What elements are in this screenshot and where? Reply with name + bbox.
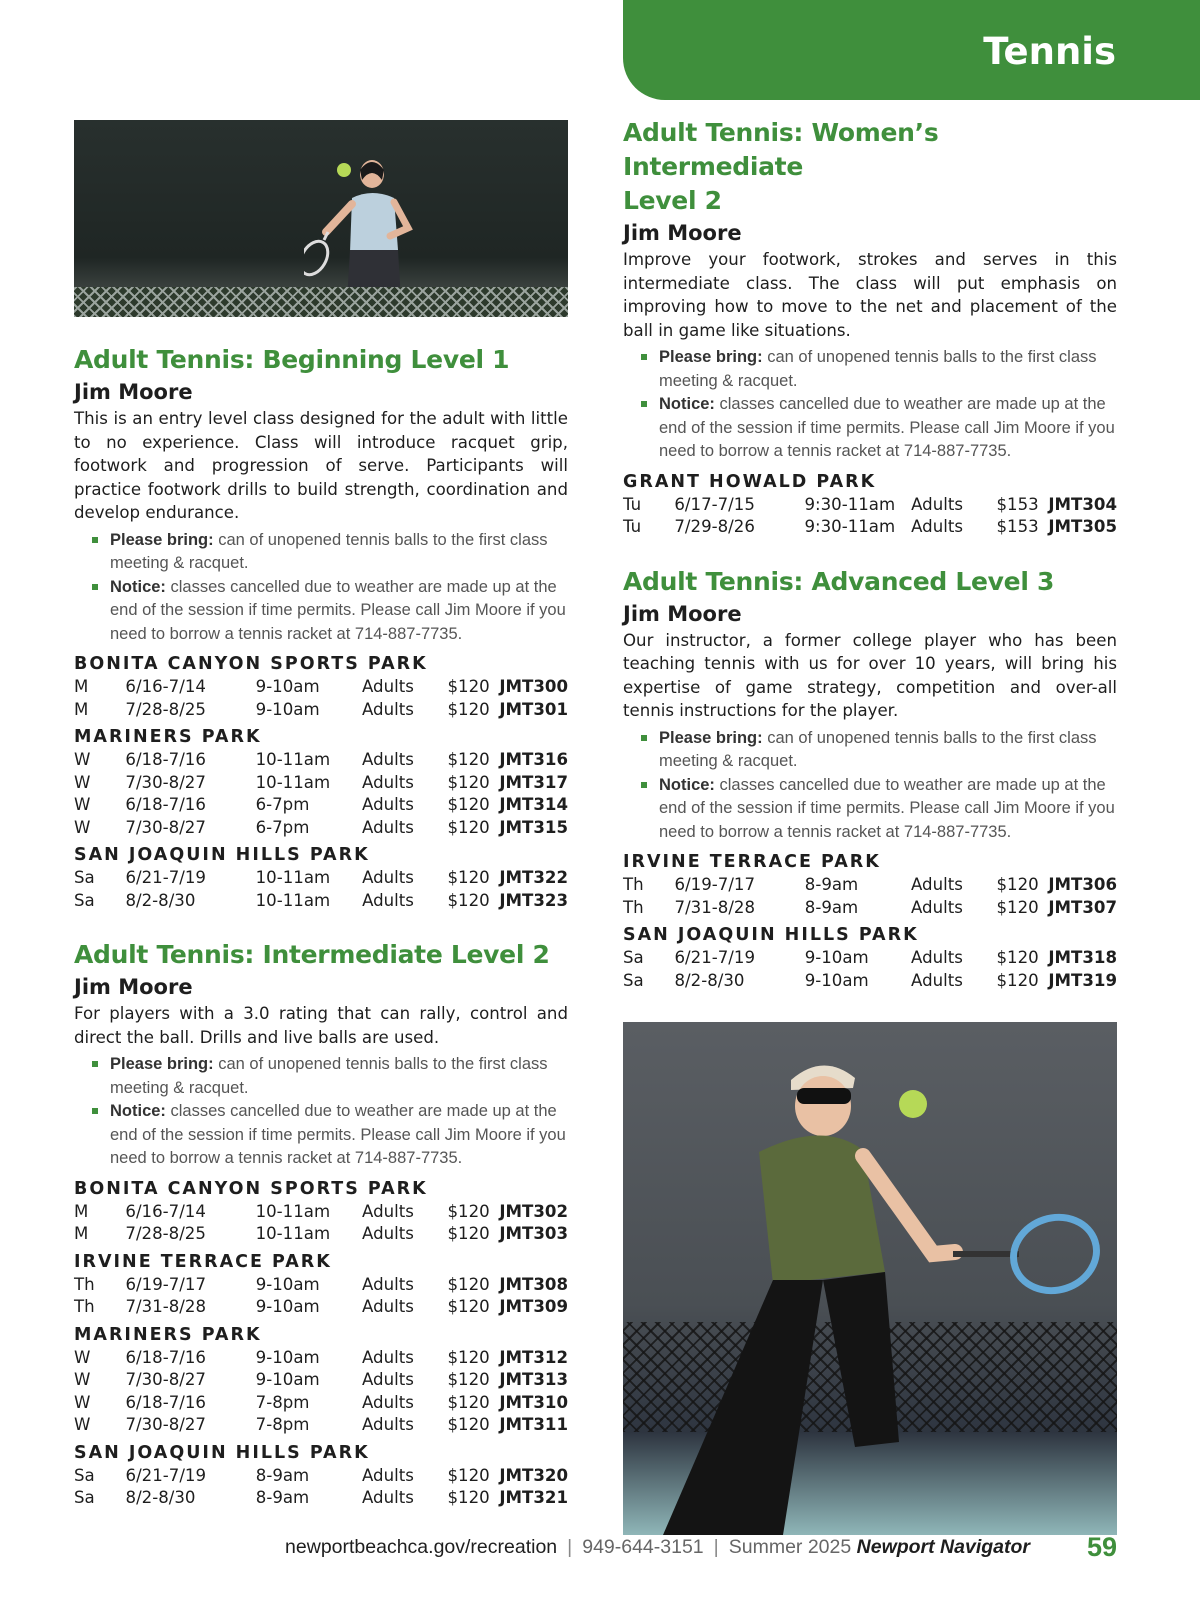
dates-cell: 6/18-7/16 [125, 795, 206, 814]
schedule-row [74, 1369, 568, 1392]
course-code: JMT313 [499, 1370, 568, 1389]
time-cell: 9-10am [255, 677, 320, 696]
section-title: Tennis [983, 30, 1116, 73]
course-title: Adult Tennis: Intermediate Level 2 [74, 940, 550, 969]
dates-cell: 8/2-8/30 [674, 970, 745, 990]
time-cell: 6-7pm [255, 817, 310, 837]
fee-cell: $120 [447, 1274, 490, 1294]
dates-cell: 8/2-8/30 [125, 1488, 196, 1507]
publication-name: Newport Navigator [856, 1536, 1030, 1558]
notice-note: Notice: classes cancelled due to weather are made up at the end of the session if time permits. Please call Jim Moore if you need to borrow a tennis racket at 714-887-7735. [92, 1100, 568, 1171]
bullet-icon [641, 735, 647, 741]
time-cell: 10-11am [255, 890, 331, 910]
dates-cell: 6/17-7/15 [674, 494, 755, 514]
course-code: JMT310 [499, 1392, 568, 1412]
schedule-table [74, 749, 568, 839]
course-code: JMT303 [499, 1224, 568, 1243]
course-intermediate-level-2 [74, 938, 568, 1510]
location-heading: SAN JOAQUIN HILLS PARK [623, 925, 919, 945]
fee-cell: $120 [447, 890, 490, 910]
schedule-row [74, 794, 568, 817]
day-cell: Sa [623, 948, 644, 967]
course-code: JMT314 [499, 795, 568, 814]
bring-note: Please bring: can of unopened tennis balls to the first class meeting & racquet. [641, 727, 1117, 774]
age-cell: Adults [362, 1201, 414, 1221]
dates-cell: 8/2-8/30 [125, 890, 196, 910]
location-heading: SAN JOAQUIN HILLS PARK [74, 845, 370, 865]
fee-cell: $120 [447, 1488, 490, 1507]
age-cell: Adults [910, 875, 963, 894]
time-cell: 10-11am [255, 750, 331, 769]
fee-cell: $120 [447, 1297, 490, 1316]
location-heading: GRANT HOWALD PARK [623, 471, 877, 492]
time-cell: 9-10am [804, 970, 869, 990]
age-cell: Adults [362, 817, 414, 837]
day-cell: Sa [74, 1465, 95, 1485]
time-cell: 8-9am [255, 1465, 310, 1485]
schedule-row [623, 970, 1117, 993]
bring-note: Please bring: can of unopened tennis balls to the first class meeting & racquet. [641, 346, 1117, 393]
schedule-row [74, 749, 568, 772]
course-code: JMT316 [499, 750, 568, 769]
fee-cell: $153 [996, 494, 1039, 514]
schedule-row [74, 1274, 568, 1297]
instructor-name: Jim Moore [74, 380, 193, 404]
day-cell: Th [74, 1274, 95, 1294]
age-cell: Adults [362, 795, 414, 814]
course-code: JMT304 [1048, 494, 1117, 514]
schedule-table [74, 1465, 568, 1510]
age-cell: Adults [362, 1370, 414, 1389]
course-code: JMT323 [499, 890, 568, 910]
fee-cell: $120 [447, 795, 490, 814]
course-description: For players with a 3.0 rating that can rally, control and direct the ball. Drills and live balls are used. [74, 1004, 568, 1047]
time-cell: 9-10am [255, 1297, 320, 1316]
time-cell: 10-11am [255, 772, 331, 792]
schedule-list [74, 652, 568, 912]
dates-cell: 6/21-7/19 [674, 948, 756, 967]
day-cell: Sa [74, 1488, 95, 1507]
time-cell: 9-10am [255, 1274, 320, 1294]
course-code: JMT318 [1048, 948, 1117, 967]
section-header-tab [623, 0, 1200, 100]
course-code: JMT315 [499, 817, 568, 837]
age-cell: Adults [362, 1392, 414, 1412]
dates-cell: 7/28-8/25 [125, 699, 206, 719]
course-code: JMT301 [499, 699, 568, 719]
instructor-name: Jim Moore [623, 601, 742, 626]
course-code: JMT305 [1048, 517, 1117, 536]
day-cell: W [74, 1392, 91, 1412]
dates-cell: 7/31-8/28 [125, 1297, 207, 1316]
age-cell: Adults [362, 868, 414, 887]
age-cell: Adults [361, 699, 414, 719]
schedule-row [623, 494, 1117, 517]
schedule-row [74, 1296, 568, 1319]
dates-cell: 7/29-8/26 [674, 517, 755, 536]
tennis-player-illustration [623, 1022, 1117, 1535]
course-code: JMT317 [499, 772, 568, 792]
age-cell: Adults [911, 517, 963, 536]
age-cell: Adults [361, 1465, 414, 1485]
day-cell: Sa [74, 890, 95, 910]
location-heading: BONITA CANYON SPORTS PARK [74, 1178, 428, 1199]
bullet-icon [641, 354, 647, 360]
dates-cell: 6/18-7/16 [125, 1347, 206, 1367]
dates-cell: 7/30-8/27 [125, 772, 206, 792]
fee-cell: $120 [447, 817, 490, 837]
schedule-row [74, 867, 568, 890]
age-cell: Adults [911, 970, 963, 990]
schedule-list [623, 850, 1117, 992]
fee-cell: $120 [996, 970, 1039, 990]
dates-cell: 6/19-7/17 [674, 875, 756, 894]
left-column [74, 120, 568, 1514]
fee-cell: $120 [447, 1392, 490, 1412]
dates-cell: 7/31-8/28 [674, 897, 756, 917]
time-cell: 9:30-11am [804, 494, 896, 514]
course-code: JMT307 [1048, 897, 1117, 917]
course-code: JMT300 [499, 677, 568, 696]
fee-cell: $120 [447, 1224, 490, 1243]
divider: | [567, 1536, 573, 1558]
schedule-row [623, 947, 1117, 970]
dates-cell: 6/16-7/14 [125, 677, 206, 696]
schedule-table [74, 676, 568, 721]
bullet-icon [92, 537, 98, 543]
day-cell: Th [74, 1297, 95, 1316]
time-cell: 7-8pm [255, 1392, 310, 1412]
day-cell: Tu [623, 494, 642, 514]
course-code: JMT306 [1048, 875, 1117, 894]
fee-cell: $120 [996, 875, 1039, 894]
dates-cell: 6/19-7/17 [125, 1274, 207, 1294]
course-womens-intermediate-level-2 [623, 116, 1117, 539]
day-cell: Sa [74, 868, 95, 887]
dates-cell: 6/18-7/16 [125, 750, 206, 769]
notice-note: Notice: classes cancelled due to weather are made up at the end of the session if time permits. Please call Jim Moore if you need to borrow a tennis racket at 714-887-7735. [641, 393, 1117, 464]
time-cell: 8-9am [804, 875, 859, 894]
bullet-icon [92, 584, 98, 590]
day-cell: M [74, 677, 89, 696]
day-cell: W [74, 1370, 91, 1389]
dates-cell: 6/16-7/14 [125, 1201, 206, 1221]
fee-cell: $120 [447, 1347, 490, 1367]
day-cell: W [74, 772, 91, 792]
day-cell: Sa [623, 970, 644, 990]
day-cell: W [74, 750, 91, 769]
course-notes [641, 727, 1117, 845]
location-heading: IRVINE TERRACE PARK [623, 852, 881, 872]
schedule-row [74, 772, 568, 795]
course-notes [641, 346, 1117, 464]
time-cell: 8-9am [255, 1488, 310, 1507]
bring-note: Please bring: can of unopened tennis balls to the first class meeting & racquet. [92, 1053, 568, 1100]
schedule-table [74, 1274, 568, 1319]
course-title: Adult Tennis: Beginning Level 1 [74, 345, 510, 374]
course-beginning-level-1 [74, 343, 568, 912]
course-code: JMT302 [499, 1201, 568, 1221]
age-cell: Adults [362, 750, 414, 769]
course-title: Adult Tennis: Women’s Intermediate Level 2 [623, 118, 939, 215]
fee-cell: $153 [996, 517, 1039, 536]
course-description: Our instructor, a former college player who has been teaching tennis with us for over 10 years, will bring his expertise of game strategy, competition and over-all tennis instructions for the player. [623, 630, 1117, 720]
time-cell: 9-10am [255, 1347, 320, 1367]
time-cell: 9-10am [255, 699, 320, 719]
time-cell: 9-10am [255, 1370, 320, 1389]
fee-cell: $120 [996, 897, 1039, 917]
location-heading: MARINERS PARK [74, 727, 262, 747]
schedule-row [623, 874, 1117, 897]
time-cell: 10-11am [255, 1224, 331, 1243]
fee-cell: $120 [447, 772, 490, 792]
age-cell: Adults [362, 1224, 414, 1243]
schedule-row [74, 1487, 568, 1510]
age-cell: Adults [362, 1274, 414, 1294]
dates-cell: 6/18-7/16 [125, 1392, 206, 1412]
age-cell: Adults [362, 772, 414, 792]
fee-cell: $120 [447, 868, 490, 887]
age-cell: Adults [361, 1488, 414, 1507]
fee-cell: $120 [447, 1370, 490, 1389]
fee-cell: $120 [447, 699, 490, 719]
schedule-row [74, 1223, 568, 1246]
schedule-row [74, 699, 568, 722]
course-code: JMT311 [499, 1415, 568, 1434]
course-advanced-level-3 [623, 565, 1117, 993]
age-cell: Adults [361, 677, 414, 696]
age-cell: Adults [911, 948, 963, 967]
day-cell: W [74, 1415, 91, 1434]
fee-cell: $120 [447, 677, 490, 696]
day-cell: Th [623, 897, 644, 917]
dates-cell: 7/28-8/25 [125, 1224, 206, 1243]
phone-number: 949-644-3151 [582, 1536, 704, 1558]
right-column [623, 116, 1117, 1535]
photo-woman-tennis-forehand [623, 1022, 1117, 1535]
dates-cell: 7/30-8/27 [125, 1415, 206, 1434]
website-link[interactable]: newportbeachca.gov/recreation [285, 1536, 558, 1558]
day-cell: M [74, 699, 89, 719]
age-cell: Adults [362, 1415, 414, 1434]
schedule-table [623, 874, 1117, 919]
schedule-row [74, 1392, 568, 1415]
time-cell: 10-11am [255, 1201, 331, 1221]
schedule-table [623, 947, 1117, 992]
schedule-row [74, 1347, 568, 1370]
location-heading: MARINERS PARK [74, 1324, 262, 1345]
bullet-icon [641, 782, 647, 788]
age-cell: Adults [911, 494, 963, 514]
fee-cell: $120 [447, 1465, 490, 1485]
course-code: JMT322 [499, 868, 568, 887]
photo-woman-forehand [74, 120, 568, 317]
footer-line [285, 1536, 1030, 1559]
notice-note: Notice: classes cancelled due to weather are made up at the end of the session if time permits. Please call Jim Moore if you need to borrow a tennis racket at 714-887-7735. [641, 774, 1117, 845]
schedule-list [623, 470, 1117, 539]
age-cell: Adults [910, 897, 963, 917]
court-fence [74, 287, 568, 317]
season-label: Summer 2025 [728, 1536, 852, 1558]
bullet-icon [92, 1061, 98, 1067]
course-notes [92, 1053, 568, 1171]
time-cell: 7-8pm [255, 1415, 310, 1434]
time-cell: 9:30-11am [804, 517, 896, 536]
fee-cell: $120 [447, 1415, 490, 1434]
day-cell: W [74, 795, 91, 814]
schedule-row [74, 676, 568, 699]
age-cell: Adults [362, 890, 414, 910]
schedule-row [74, 1465, 568, 1488]
schedule-row [623, 897, 1117, 920]
bullet-icon [641, 401, 647, 407]
course-code: JMT320 [499, 1465, 568, 1485]
age-cell: Adults [362, 1297, 414, 1316]
day-cell: W [74, 817, 91, 837]
schedule-table [74, 867, 568, 912]
divider: | [713, 1536, 719, 1558]
schedule-row [74, 1414, 568, 1437]
course-notes [92, 529, 568, 647]
page-number: 59 [1086, 1532, 1117, 1562]
schedule-row [623, 516, 1117, 539]
dates-cell: 6/21-7/19 [125, 1465, 207, 1485]
instructor-name: Jim Moore [623, 221, 742, 245]
schedule-row [74, 1201, 568, 1224]
course-description: This is an entry level class designed for the adult with little to no experience. Class will introduce racquet grip, footwork and progression of serve. Participants will practice footwork drills to build strength, coordination and develop endurance. [74, 409, 568, 522]
schedule-row [74, 817, 568, 840]
time-cell: 9-10am [804, 948, 869, 967]
course-code: JMT321 [499, 1488, 568, 1507]
location-heading: IRVINE TERRACE PARK [74, 1251, 332, 1272]
time-cell: 10-11am [255, 868, 331, 887]
time-cell: 8-9am [804, 897, 859, 917]
dates-cell: 7/30-8/27 [125, 817, 206, 837]
course-code: JMT309 [499, 1297, 568, 1316]
fee-cell: $120 [447, 750, 490, 769]
day-cell: W [74, 1347, 91, 1367]
location-heading: BONITA CANYON SPORTS PARK [74, 654, 428, 674]
day-cell: M [74, 1201, 89, 1221]
dates-cell: 6/21-7/19 [125, 868, 206, 887]
course-code: JMT312 [499, 1347, 568, 1367]
bring-note: Please bring: can of unopened tennis balls to the first class meeting & racquet. [92, 529, 568, 576]
bullet-icon [92, 1108, 98, 1114]
location-heading: SAN JOAQUIN HILLS PARK [74, 1442, 370, 1463]
instructor-name: Jim Moore [74, 975, 193, 999]
schedule-list [74, 1177, 568, 1510]
day-cell: Tu [623, 517, 642, 536]
course-code: JMT319 [1048, 970, 1117, 990]
day-cell: M [74, 1224, 89, 1243]
page-footer [0, 1532, 1200, 1568]
schedule-table [74, 1347, 568, 1437]
schedule-table [74, 1201, 568, 1246]
notice-note: Notice: classes cancelled due to weather are made up at the end of the session if time permits. Please call Jim Moore if you need to borrow a tennis racket at 714-887-7735. [92, 576, 568, 647]
fee-cell: $120 [996, 948, 1039, 967]
day-cell: Th [623, 875, 644, 894]
schedule-table [623, 494, 1117, 539]
schedule-row [74, 890, 568, 913]
course-description: Improve your footwork, strokes and serves in this intermediate class. The class will put emphasis on improving how to move to the net and placement of the ball in game like situations. [623, 250, 1117, 340]
fee-cell: $120 [447, 1201, 490, 1221]
age-cell: Adults [362, 1347, 414, 1367]
time-cell: 6-7pm [255, 795, 310, 814]
course-title: Adult Tennis: Advanced Level 3 [623, 566, 1055, 596]
course-code: JMT308 [499, 1274, 568, 1294]
dates-cell: 7/30-8/27 [125, 1370, 206, 1389]
